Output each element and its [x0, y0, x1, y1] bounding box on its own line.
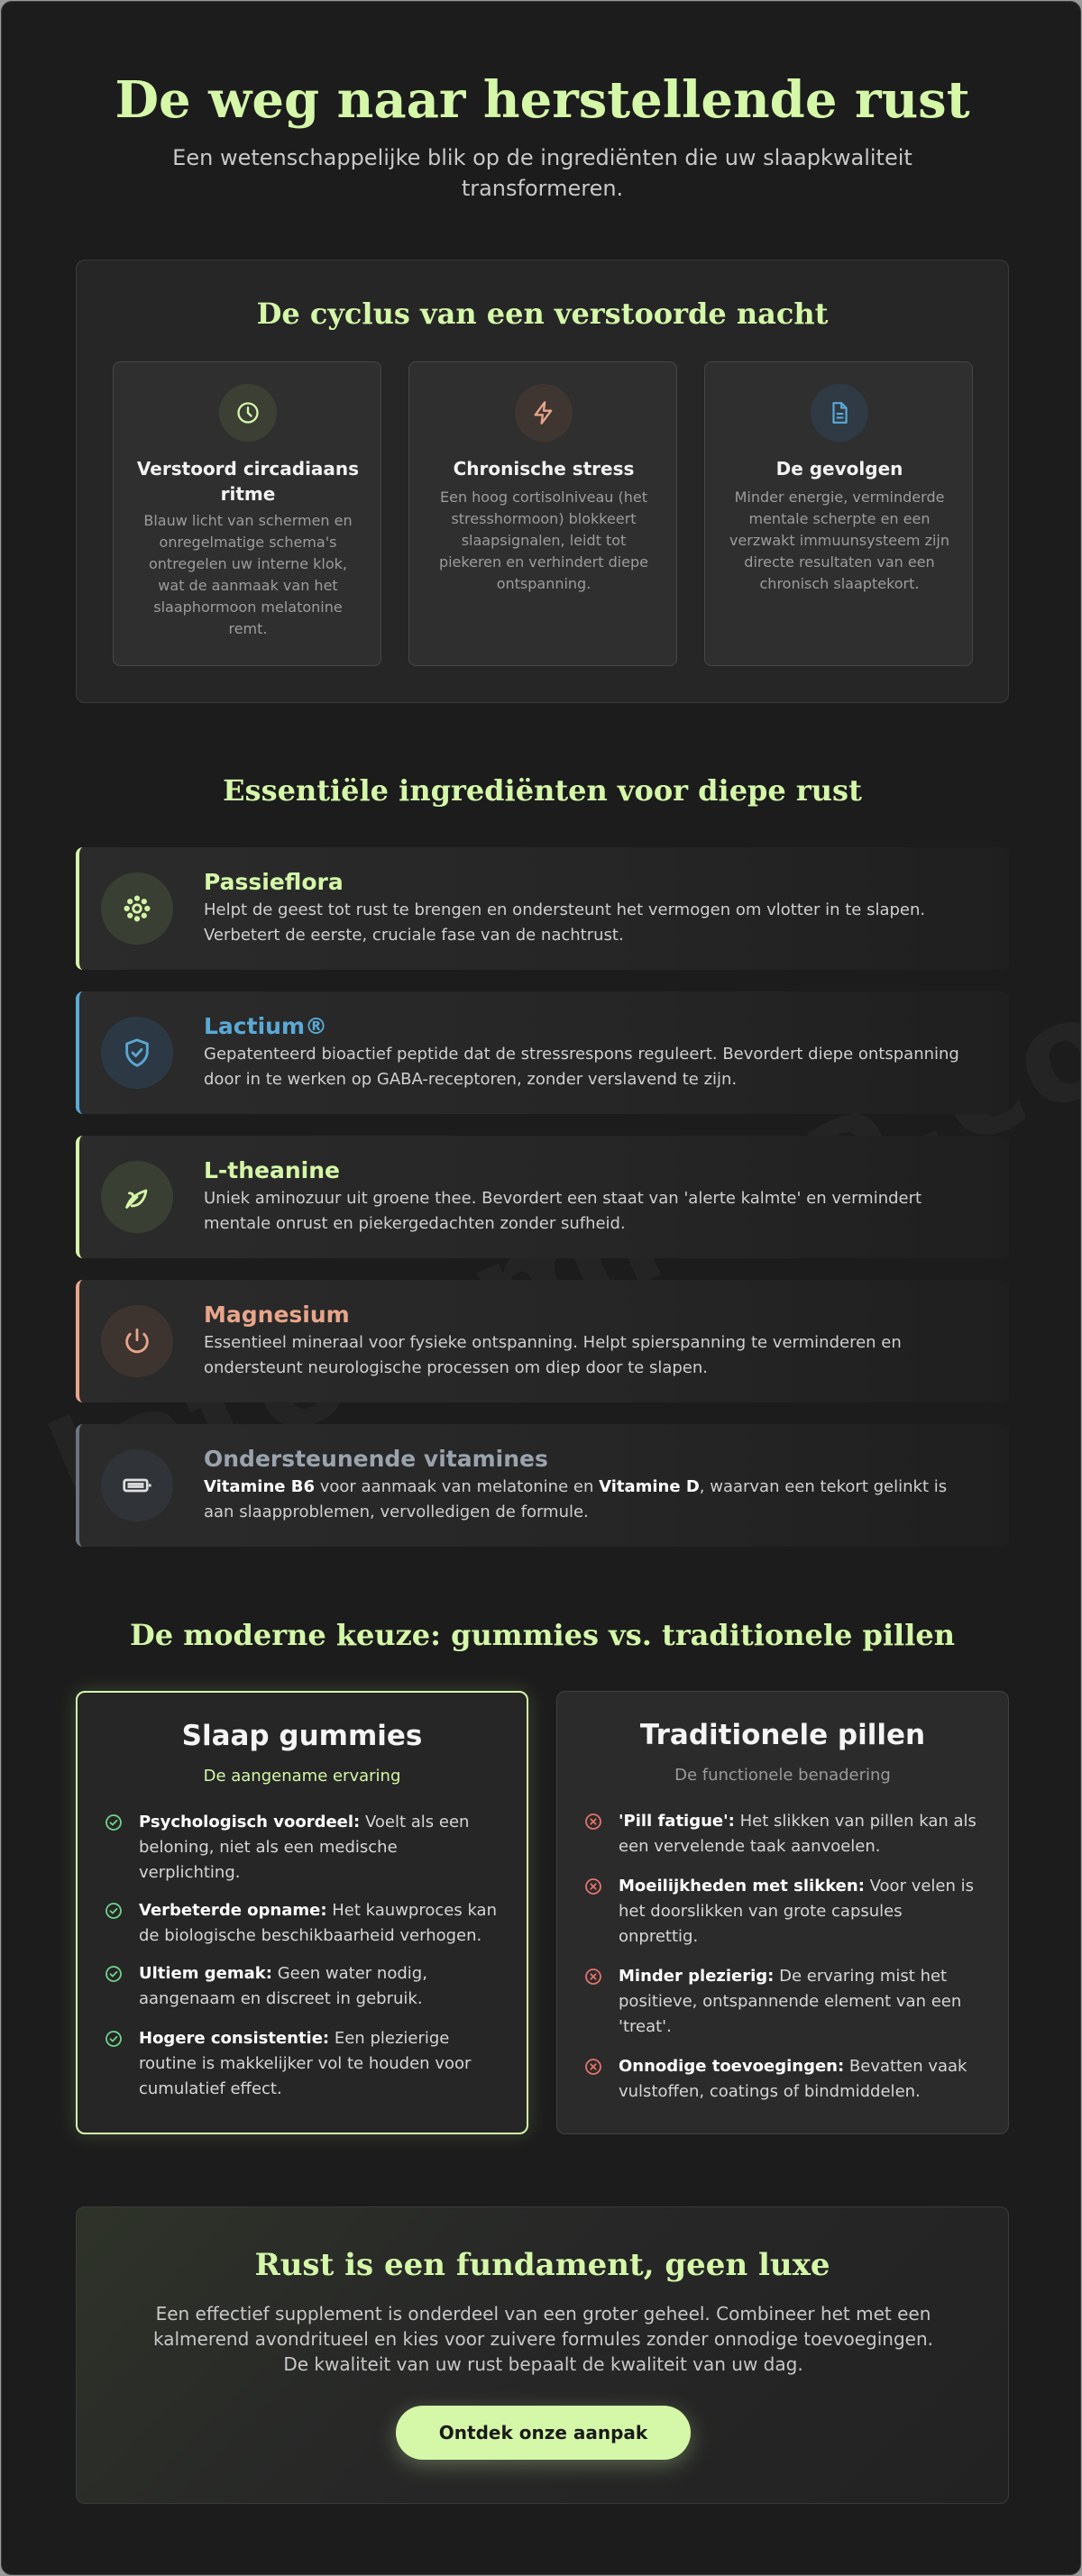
pills-item [584, 1874, 981, 1950]
flower-icon [101, 872, 173, 945]
ingredient-desc [204, 1475, 979, 1525]
document-icon [811, 384, 868, 442]
power-icon [101, 1305, 173, 1377]
ingredient-name: L-theanine [204, 1157, 341, 1183]
pills-subtitle: De functionele benadering [674, 1766, 891, 1785]
check-circle-icon [105, 1965, 123, 1983]
leaf-icon [101, 1161, 173, 1233]
ingredient-lactium [76, 991, 1009, 1114]
cycle-card-text: Blauw licht van schermen en onregelmatige schema's ontregelen uw interne klok, wat de aanmaak van het slaaphormoon melatonine remt. [143, 512, 353, 637]
cycle-card-stress [408, 361, 677, 666]
clock-icon [219, 384, 277, 442]
gummies-item-desc: Voelt als een beloning, niet als een medische verplichting. [139, 1813, 470, 1882]
pills-item-text [619, 2054, 981, 2105]
gummies-item [105, 1810, 501, 1886]
lightning-icon [515, 384, 573, 442]
pills-title: Traditionele pillen [639, 1719, 926, 1751]
discover-approach-button[interactable]: Ontdek onze aanpak [396, 2406, 691, 2460]
ingredient-name: Lactium® [204, 1013, 327, 1039]
page-frame [1, 1, 1081, 2575]
shield-check-icon [101, 1017, 173, 1089]
x-circle-icon [584, 2058, 602, 2076]
gummies-item-bold: Verbeterde opname: [139, 1901, 327, 1920]
cta-section [76, 2206, 1009, 2504]
pills-item [584, 1809, 981, 1859]
pills-item-desc: De ervaring mist het positieve, ontspannende element van een 'treat'. [619, 1967, 962, 2036]
cta-text: Een effectief supplement is onderdeel van een groter geheel. Combineer het met een kalmerend avondritueel en kies voor zuivere formules zonder onnodige toevoegingen. De kwaliteit van uw rust bepaalt de kwaliteit van uw dag. [152, 2303, 934, 2375]
pills-item-desc: Voor velen is het doorslikken van grote capsules onprettig. [619, 1877, 975, 1946]
pills-item [584, 1964, 981, 2040]
ingredient-name: Magnesium [204, 1302, 350, 1328]
ingredient-name: Ondersteunende vitamines [204, 1446, 548, 1472]
gummies-item-desc: Een plezierige routine is makkelijker vol te houden voor cumulatief effect. [139, 2029, 472, 2098]
check-circle-icon [105, 1902, 123, 1920]
comparison-title: De moderne keuze: gummies vs. traditionele pillen [130, 1618, 955, 1652]
cycle-title: De cyclus van een verstoorde nacht [256, 297, 829, 331]
x-circle-icon [584, 1813, 602, 1831]
pills-item [584, 2054, 981, 2105]
pills-item-desc: Bevatten vaak vulstoffen, coatings of bindmiddelen. [619, 2057, 967, 2101]
gummies-item [105, 1961, 501, 2012]
x-circle-icon [584, 1877, 602, 1895]
gummies-item [105, 2026, 501, 2102]
check-circle-icon [105, 1813, 123, 1832]
check-circle-icon [105, 2030, 123, 2048]
cta-title: Rust is een fundament, geen luxe [254, 2247, 830, 2283]
page-subtitle: Een wetenschappelijke blik op de ingrediënten die uw slaapkwaliteit transformeren. [172, 145, 912, 201]
gummies-title: Slaap gummies [181, 1720, 423, 1752]
gummies-subtitle: De aangename ervaring [203, 1767, 401, 1786]
pills-item-desc: Het slikken van pillen kan als een vervelende taak aanvoelen. [619, 1812, 977, 1856]
ingredient-name: Passieflora [204, 869, 344, 895]
gummies-item-bold: Hogere consistentie: [139, 2029, 330, 2048]
ingredient-vitamines [76, 1424, 1009, 1547]
gummies-item-desc: Geen water nodig, aangenaam en discreet in gebruik. [139, 1964, 427, 2008]
gummies-item-bold: Ultiem gemak: [139, 1964, 272, 1983]
pills-item-bold: Minder plezierig: [619, 1967, 775, 1986]
gummies-card [76, 1691, 528, 2134]
cycle-card-title: Verstoord circadiaans ritme [136, 458, 360, 505]
page-title: De weg naar herstellende rust [115, 70, 970, 130]
vitamin-d-label: Vitamine D [599, 1477, 700, 1496]
ingredient-l-theanine [76, 1136, 1009, 1258]
ingredient-desc: Uniek aminozuur uit groene thee. Bevordert een staat van 'alerte kalmte' en vermindert mentale onrust en piekergedachten zonder sufheid. [204, 1189, 922, 1233]
gummies-item-text [139, 1898, 501, 1949]
pills-item-bold: Moeilijkheden met slikken: [619, 1877, 865, 1895]
ingredient-magnesium [76, 1280, 1009, 1402]
gummies-item [105, 1898, 501, 1949]
ingredient-desc: Gepatenteerd bioactief peptide dat de stressrespons reguleert. Bevordert diepe ontspanning door in te werken op GABA-receptoren, zonder verslavend te zijn. [204, 1045, 959, 1089]
battery-icon [101, 1449, 173, 1521]
cycle-section [76, 260, 1009, 703]
gummies-item-text [139, 1810, 501, 1886]
ingredient-desc: Helpt de geest tot rust te brengen en ondersteunt het vermogen om vlotter in te slapen. Verbetert de eerste, cruciale fase van de nachtrust. [204, 900, 926, 945]
vitamin-b6-label: Vitamine B6 [204, 1477, 315, 1496]
gummies-item-text [139, 1961, 501, 2012]
ingredient-desc-part: voor aanmaak van melatonine en [315, 1477, 600, 1496]
pills-item-text [619, 1809, 981, 1859]
ingredient-passieflora [76, 847, 1009, 970]
cycle-card-title: Chronische stress [453, 458, 635, 480]
ingredient-desc-part: , waarvan een tekort gelinkt is aan slaapproblemen, vervolledigen de formule. [204, 1477, 948, 1521]
ingredients-title: Essentiële ingrediënten voor diepe rust [223, 773, 862, 808]
pills-item-bold: 'Pill fatigue': [619, 1812, 735, 1831]
pills-card [556, 1691, 1009, 2134]
cycle-card-title: De gevolgen [775, 458, 903, 480]
cycle-card-text: Minder energie, verminderde mentale scherpte en een verzwakt immuunsysteem zijn directe resultaten van een chronisch slaaptekort. [729, 489, 950, 592]
pills-item-text [619, 1874, 981, 1950]
ingredient-desc: Essentieel mineraal voor fysieke ontspanning. Helpt spierspanning te verminderen en ondersteunt neurologische processen om diep door te slapen. [204, 1333, 902, 1377]
gummies-item-desc: Het kauwproces kan de biologische beschikbaarheid verhogen. [139, 1901, 497, 1945]
cycle-card-circadian [113, 361, 381, 666]
cycle-card-text: Een hoog cortisolniveau (het stresshormoon) blokkeert slaapsignalen, leidt tot piekeren en verhindert diepe ontspanning. [438, 489, 649, 592]
gummies-item-bold: Psychologisch voordeel: [139, 1813, 361, 1832]
pills-item-bold: Onnodige toevoegingen: [619, 2057, 845, 2076]
gummies-item-text [139, 2026, 501, 2102]
pills-item-text [619, 1964, 981, 2040]
x-circle-icon [584, 1968, 602, 1986]
cycle-card-consequences [704, 361, 973, 666]
